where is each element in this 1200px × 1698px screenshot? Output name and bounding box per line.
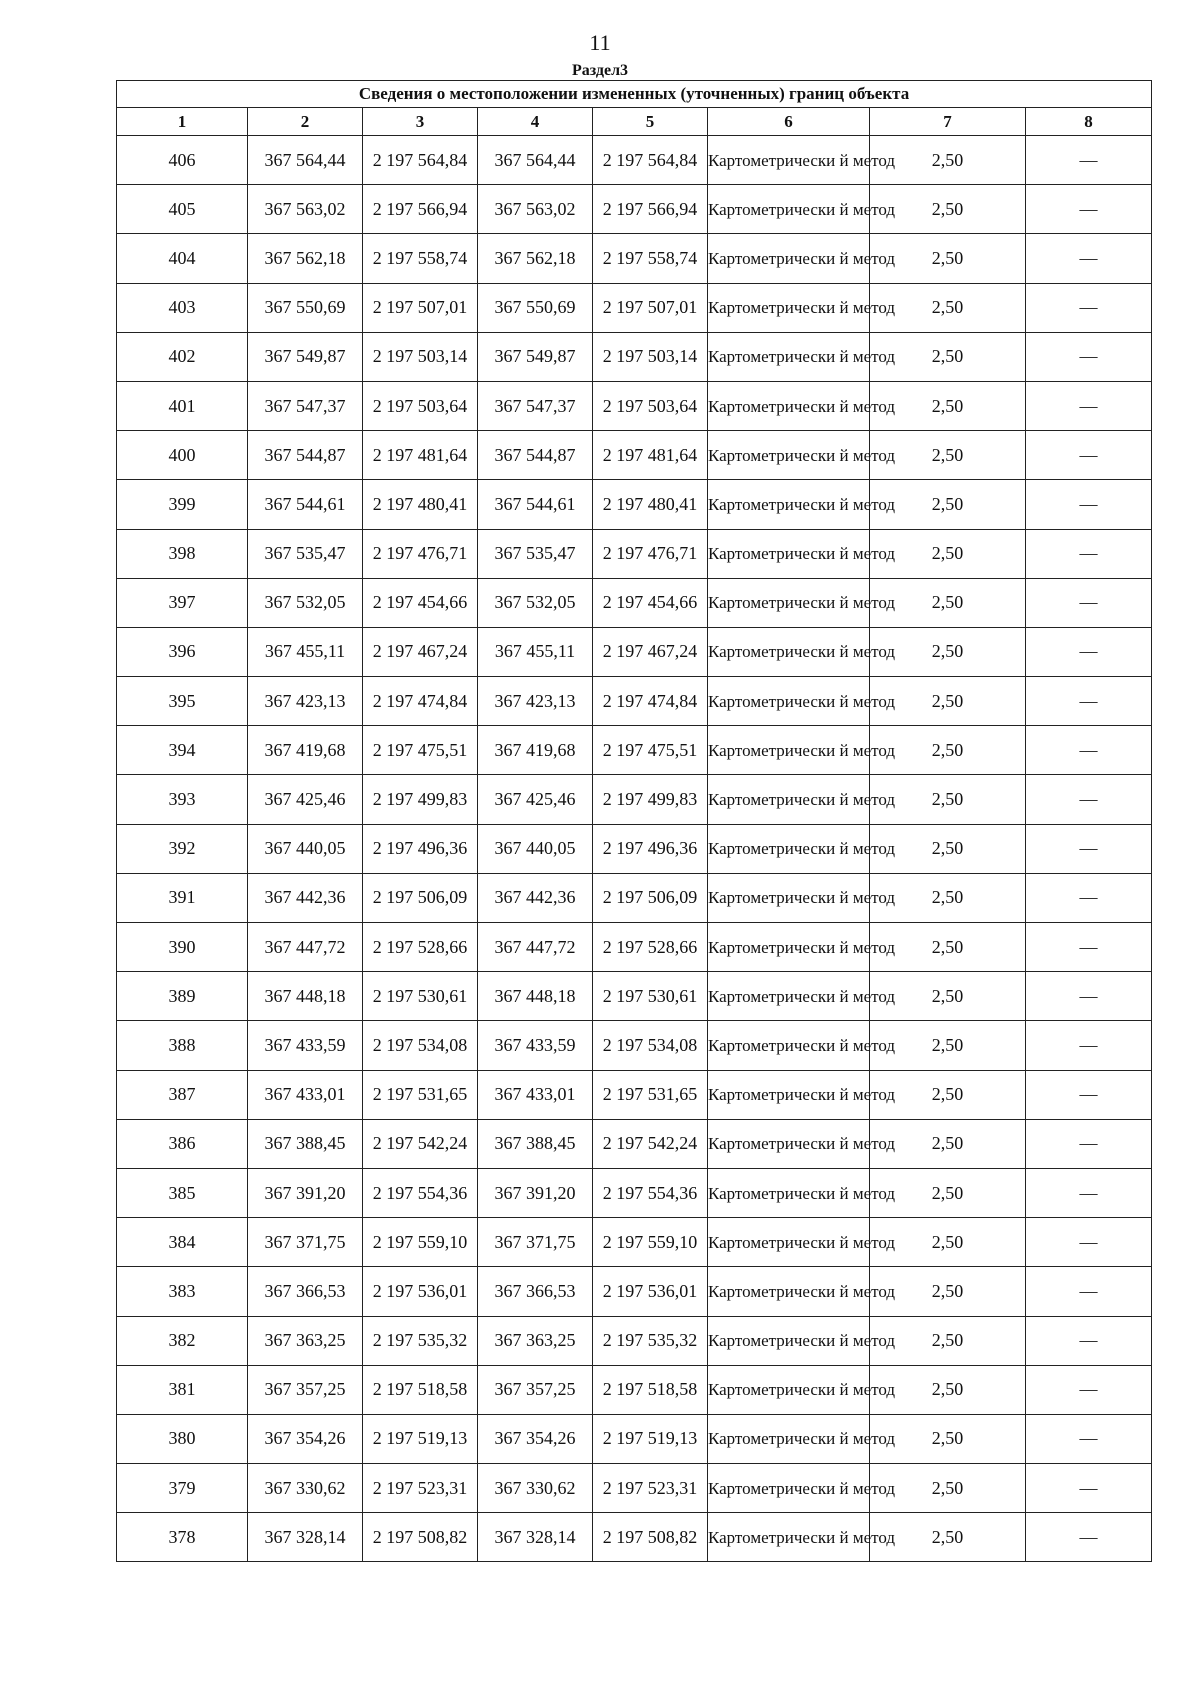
cell-x-coordinate: 367 423,13 — [248, 677, 363, 726]
cell-note: — — [1026, 1119, 1152, 1168]
cell-y-coordinate-new: 2 197 480,41 — [593, 480, 708, 529]
cell-y-coordinate: 2 197 536,01 — [363, 1267, 478, 1316]
table-row — [117, 923, 1152, 972]
cell-note: — — [1026, 1021, 1152, 1070]
cell-accuracy: 2,50 — [870, 1267, 1026, 1316]
cell-y-coordinate: 2 197 558,74 — [363, 234, 478, 283]
section-title: Раздел3 — [571, 62, 629, 79]
cell-note: — — [1026, 972, 1152, 1021]
cell-point-number: 401 — [117, 381, 248, 430]
table-row — [117, 431, 1152, 480]
cell-y-coordinate: 2 197 499,83 — [363, 775, 478, 824]
cell-accuracy: 2,50 — [870, 1021, 1026, 1070]
cell-y-coordinate-new: 2 197 523,31 — [593, 1464, 708, 1513]
cell-x-coordinate: 367 366,53 — [248, 1267, 363, 1316]
column-header-2: 2 — [248, 108, 363, 136]
cell-y-coordinate-new: 2 197 558,74 — [593, 234, 708, 283]
table-caption: Сведения о местоположении измененных (уточненных) границ объекта — [117, 81, 1152, 108]
cell-point-number: 400 — [117, 431, 248, 480]
cell-note: — — [1026, 1267, 1152, 1316]
table-row — [117, 1021, 1152, 1070]
cell-y-coordinate: 2 197 454,66 — [363, 578, 478, 627]
table-body — [117, 136, 1152, 1562]
cell-accuracy: 2,50 — [870, 775, 1026, 824]
cell-x-coordinate: 367 447,72 — [248, 923, 363, 972]
cell-accuracy: 2,50 — [870, 136, 1026, 185]
cell-y-coordinate-new: 2 197 481,64 — [593, 431, 708, 480]
cell-y-coordinate-new: 2 197 564,84 — [593, 136, 708, 185]
cell-point-number: 379 — [117, 1464, 248, 1513]
cell-x-coordinate-new: 367 388,45 — [478, 1119, 593, 1168]
table-row — [117, 1464, 1152, 1513]
cell-y-coordinate: 2 197 474,84 — [363, 677, 478, 726]
cell-x-coordinate-new: 367 440,05 — [478, 824, 593, 873]
cell-x-coordinate: 367 532,05 — [248, 578, 363, 627]
cell-note: — — [1026, 677, 1152, 726]
cell-y-coordinate: 2 197 535,32 — [363, 1316, 478, 1365]
cell-y-coordinate: 2 197 564,84 — [363, 136, 478, 185]
table-row — [117, 185, 1152, 234]
cell-note: — — [1026, 1365, 1152, 1414]
cell-y-coordinate-new: 2 197 519,13 — [593, 1414, 708, 1463]
column-header-3: 3 — [363, 108, 478, 136]
cell-method: Картометрически й метод — [708, 1218, 870, 1267]
cell-point-number: 384 — [117, 1218, 248, 1267]
cell-method: Картометрически й метод — [708, 578, 870, 627]
cell-point-number: 387 — [117, 1070, 248, 1119]
cell-note: — — [1026, 283, 1152, 332]
table-row — [117, 627, 1152, 676]
cell-method: Картометрически й метод — [708, 677, 870, 726]
cell-x-coordinate: 367 549,87 — [248, 332, 363, 381]
column-header-1: 1 — [117, 108, 248, 136]
cell-accuracy: 2,50 — [870, 529, 1026, 578]
cell-x-coordinate: 367 442,36 — [248, 873, 363, 922]
cell-note: — — [1026, 1168, 1152, 1217]
cell-note: — — [1026, 1070, 1152, 1119]
table-row — [117, 1513, 1152, 1562]
cell-note: — — [1026, 873, 1152, 922]
cell-y-coordinate: 2 197 476,71 — [363, 529, 478, 578]
cell-method: Картометрически й метод — [708, 1119, 870, 1168]
column-header-5: 5 — [593, 108, 708, 136]
cell-x-coordinate-new: 367 544,61 — [478, 480, 593, 529]
coordinates-table — [116, 80, 1152, 1562]
cell-point-number: 386 — [117, 1119, 248, 1168]
cell-y-coordinate: 2 197 475,51 — [363, 726, 478, 775]
cell-x-coordinate-new: 367 549,87 — [478, 332, 593, 381]
cell-y-coordinate: 2 197 508,82 — [363, 1513, 478, 1562]
cell-y-coordinate-new: 2 197 535,32 — [593, 1316, 708, 1365]
cell-x-coordinate-new: 367 455,11 — [478, 627, 593, 676]
table-row — [117, 972, 1152, 1021]
cell-method: Картометрически й метод — [708, 1464, 870, 1513]
table-row — [117, 824, 1152, 873]
cell-point-number: 399 — [117, 480, 248, 529]
cell-y-coordinate: 2 197 467,24 — [363, 627, 478, 676]
cell-y-coordinate-new: 2 197 499,83 — [593, 775, 708, 824]
column-header-6: 6 — [708, 108, 870, 136]
cell-x-coordinate-new: 367 425,46 — [478, 775, 593, 824]
cell-x-coordinate-new: 367 550,69 — [478, 283, 593, 332]
cell-method: Картометрически й метод — [708, 1021, 870, 1070]
cell-method: Картометрически й метод — [708, 824, 870, 873]
cell-accuracy: 2,50 — [870, 332, 1026, 381]
cell-y-coordinate: 2 197 480,41 — [363, 480, 478, 529]
table-row — [117, 677, 1152, 726]
cell-x-coordinate: 367 425,46 — [248, 775, 363, 824]
cell-accuracy: 2,50 — [870, 283, 1026, 332]
cell-accuracy: 2,50 — [870, 578, 1026, 627]
cell-accuracy: 2,50 — [870, 381, 1026, 430]
cell-point-number: 395 — [117, 677, 248, 726]
table-row — [117, 775, 1152, 824]
cell-y-coordinate: 2 197 519,13 — [363, 1414, 478, 1463]
cell-method: Картометрически й метод — [708, 136, 870, 185]
cell-y-coordinate: 2 197 503,14 — [363, 332, 478, 381]
cell-point-number: 382 — [117, 1316, 248, 1365]
cell-x-coordinate-new: 367 391,20 — [478, 1168, 593, 1217]
cell-point-number: 405 — [117, 185, 248, 234]
cell-y-coordinate-new: 2 197 542,24 — [593, 1119, 708, 1168]
cell-accuracy: 2,50 — [870, 1070, 1026, 1119]
cell-note: — — [1026, 775, 1152, 824]
column-number-row — [117, 108, 1152, 136]
cell-x-coordinate-new: 367 423,13 — [478, 677, 593, 726]
cell-x-coordinate: 367 388,45 — [248, 1119, 363, 1168]
cell-x-coordinate: 367 328,14 — [248, 1513, 363, 1562]
cell-y-coordinate-new: 2 197 536,01 — [593, 1267, 708, 1316]
cell-x-coordinate: 367 563,02 — [248, 185, 363, 234]
cell-y-coordinate-new: 2 197 531,65 — [593, 1070, 708, 1119]
table-row — [117, 480, 1152, 529]
cell-point-number: 388 — [117, 1021, 248, 1070]
cell-x-coordinate: 367 433,01 — [248, 1070, 363, 1119]
cell-x-coordinate-new: 367 330,62 — [478, 1464, 593, 1513]
cell-accuracy: 2,50 — [870, 824, 1026, 873]
cell-x-coordinate-new: 367 419,68 — [478, 726, 593, 775]
cell-y-coordinate: 2 197 506,09 — [363, 873, 478, 922]
cell-point-number: 396 — [117, 627, 248, 676]
cell-method: Картометрически й метод — [708, 923, 870, 972]
cell-x-coordinate-new: 367 433,01 — [478, 1070, 593, 1119]
cell-x-coordinate-new: 367 433,59 — [478, 1021, 593, 1070]
cell-accuracy: 2,50 — [870, 1119, 1026, 1168]
cell-accuracy: 2,50 — [870, 972, 1026, 1021]
cell-x-coordinate-new: 367 563,02 — [478, 185, 593, 234]
cell-point-number: 406 — [117, 136, 248, 185]
cell-x-coordinate-new: 367 357,25 — [478, 1365, 593, 1414]
table-row — [117, 332, 1152, 381]
cell-method: Картометрически й метод — [708, 1365, 870, 1414]
cell-x-coordinate: 367 433,59 — [248, 1021, 363, 1070]
cell-method: Картометрически й метод — [708, 431, 870, 480]
cell-point-number: 385 — [117, 1168, 248, 1217]
cell-accuracy: 2,50 — [870, 923, 1026, 972]
cell-y-coordinate: 2 197 507,01 — [363, 283, 478, 332]
cell-method: Картометрически й метод — [708, 480, 870, 529]
cell-method: Картометрически й метод — [708, 972, 870, 1021]
table-row — [117, 1070, 1152, 1119]
cell-method: Картометрически й метод — [708, 1168, 870, 1217]
cell-x-coordinate-new: 367 363,25 — [478, 1316, 593, 1365]
cell-method: Картометрически й метод — [708, 283, 870, 332]
cell-x-coordinate: 367 455,11 — [248, 627, 363, 676]
cell-x-coordinate-new: 367 354,26 — [478, 1414, 593, 1463]
cell-y-coordinate: 2 197 481,64 — [363, 431, 478, 480]
cell-x-coordinate-new: 367 544,87 — [478, 431, 593, 480]
cell-note: — — [1026, 1218, 1152, 1267]
cell-point-number: 394 — [117, 726, 248, 775]
cell-accuracy: 2,50 — [870, 1414, 1026, 1463]
cell-y-coordinate: 2 197 496,36 — [363, 824, 478, 873]
cell-x-coordinate-new: 367 562,18 — [478, 234, 593, 283]
cell-y-coordinate-new: 2 197 530,61 — [593, 972, 708, 1021]
table-row — [117, 1119, 1152, 1168]
column-header-7: 7 — [870, 108, 1026, 136]
cell-x-coordinate: 367 391,20 — [248, 1168, 363, 1217]
table-row — [117, 578, 1152, 627]
cell-method: Картометрически й метод — [708, 1316, 870, 1365]
cell-point-number: 380 — [117, 1414, 248, 1463]
cell-method: Картометрически й метод — [708, 234, 870, 283]
cell-x-coordinate: 367 448,18 — [248, 972, 363, 1021]
cell-x-coordinate-new: 367 371,75 — [478, 1218, 593, 1267]
cell-x-coordinate-new: 367 564,44 — [478, 136, 593, 185]
cell-method: Картометрически й метод — [708, 627, 870, 676]
cell-y-coordinate: 2 197 503,64 — [363, 381, 478, 430]
cell-y-coordinate: 2 197 566,94 — [363, 185, 478, 234]
cell-accuracy: 2,50 — [870, 1365, 1026, 1414]
cell-x-coordinate-new: 367 328,14 — [478, 1513, 593, 1562]
cell-accuracy: 2,50 — [870, 1168, 1026, 1217]
cell-x-coordinate: 367 363,25 — [248, 1316, 363, 1365]
cell-method: Картометрически й метод — [708, 529, 870, 578]
cell-y-coordinate-new: 2 197 506,09 — [593, 873, 708, 922]
cell-method: Картометрически й метод — [708, 332, 870, 381]
page-number: 11 — [589, 30, 611, 55]
cell-accuracy: 2,50 — [870, 1513, 1026, 1562]
cell-x-coordinate-new: 367 532,05 — [478, 578, 593, 627]
column-header-4: 4 — [478, 108, 593, 136]
table-row — [117, 529, 1152, 578]
cell-accuracy: 2,50 — [870, 627, 1026, 676]
cell-x-coordinate: 367 564,44 — [248, 136, 363, 185]
cell-accuracy: 2,50 — [870, 1218, 1026, 1267]
cell-x-coordinate: 367 535,47 — [248, 529, 363, 578]
cell-point-number: 392 — [117, 824, 248, 873]
cell-note: — — [1026, 136, 1152, 185]
cell-point-number: 393 — [117, 775, 248, 824]
cell-y-coordinate: 2 197 542,24 — [363, 1119, 478, 1168]
cell-y-coordinate-new: 2 197 503,64 — [593, 381, 708, 430]
cell-y-coordinate: 2 197 518,58 — [363, 1365, 478, 1414]
cell-point-number: 398 — [117, 529, 248, 578]
cell-accuracy: 2,50 — [870, 480, 1026, 529]
cell-method: Картометрически й метод — [708, 1513, 870, 1562]
cell-note: — — [1026, 381, 1152, 430]
cell-accuracy: 2,50 — [870, 185, 1026, 234]
cell-y-coordinate-new: 2 197 507,01 — [593, 283, 708, 332]
cell-accuracy: 2,50 — [870, 873, 1026, 922]
table-row — [117, 1218, 1152, 1267]
cell-y-coordinate-new: 2 197 534,08 — [593, 1021, 708, 1070]
cell-note: — — [1026, 431, 1152, 480]
table-row — [117, 1316, 1152, 1365]
column-header-8: 8 — [1026, 108, 1152, 136]
cell-method: Картометрически й метод — [708, 1267, 870, 1316]
cell-y-coordinate-new: 2 197 474,84 — [593, 677, 708, 726]
table-row — [117, 1414, 1152, 1463]
cell-x-coordinate: 367 550,69 — [248, 283, 363, 332]
cell-x-coordinate: 367 544,61 — [248, 480, 363, 529]
cell-x-coordinate: 367 544,87 — [248, 431, 363, 480]
cell-accuracy: 2,50 — [870, 431, 1026, 480]
cell-y-coordinate-new: 2 197 528,66 — [593, 923, 708, 972]
cell-note: — — [1026, 1464, 1152, 1513]
cell-point-number: 383 — [117, 1267, 248, 1316]
cell-point-number: 397 — [117, 578, 248, 627]
cell-y-coordinate-new: 2 197 554,36 — [593, 1168, 708, 1217]
cell-point-number: 403 — [117, 283, 248, 332]
cell-note: — — [1026, 332, 1152, 381]
cell-x-coordinate: 367 371,75 — [248, 1218, 363, 1267]
cell-method: Картометрически й метод — [708, 1414, 870, 1463]
cell-point-number: 381 — [117, 1365, 248, 1414]
cell-method: Картометрически й метод — [708, 873, 870, 922]
cell-y-coordinate-new: 2 197 559,10 — [593, 1218, 708, 1267]
cell-method: Картометрически й метод — [708, 185, 870, 234]
cell-accuracy: 2,50 — [870, 234, 1026, 283]
table-row — [117, 234, 1152, 283]
cell-y-coordinate-new: 2 197 467,24 — [593, 627, 708, 676]
cell-y-coordinate-new: 2 197 496,36 — [593, 824, 708, 873]
cell-x-coordinate: 367 330,62 — [248, 1464, 363, 1513]
cell-point-number: 390 — [117, 923, 248, 972]
table-row — [117, 136, 1152, 185]
cell-x-coordinate-new: 367 535,47 — [478, 529, 593, 578]
cell-y-coordinate: 2 197 523,31 — [363, 1464, 478, 1513]
cell-x-coordinate: 367 354,26 — [248, 1414, 363, 1463]
table-row — [117, 873, 1152, 922]
cell-x-coordinate-new: 367 448,18 — [478, 972, 593, 1021]
cell-y-coordinate-new: 2 197 503,14 — [593, 332, 708, 381]
table-caption-row — [117, 81, 1152, 108]
table-row — [117, 726, 1152, 775]
cell-y-coordinate: 2 197 530,61 — [363, 972, 478, 1021]
cell-note: — — [1026, 1414, 1152, 1463]
cell-point-number: 391 — [117, 873, 248, 922]
cell-x-coordinate: 367 440,05 — [248, 824, 363, 873]
cell-method: Картометрически й метод — [708, 1070, 870, 1119]
table-row — [117, 1267, 1152, 1316]
table-row — [117, 381, 1152, 430]
cell-note: — — [1026, 1316, 1152, 1365]
cell-note: — — [1026, 234, 1152, 283]
cell-x-coordinate: 367 547,37 — [248, 381, 363, 430]
cell-accuracy: 2,50 — [870, 1316, 1026, 1365]
cell-method: Картометрически й метод — [708, 381, 870, 430]
cell-x-coordinate-new: 367 366,53 — [478, 1267, 593, 1316]
cell-y-coordinate-new: 2 197 566,94 — [593, 185, 708, 234]
cell-point-number: 404 — [117, 234, 248, 283]
cell-y-coordinate: 2 197 534,08 — [363, 1021, 478, 1070]
cell-y-coordinate: 2 197 559,10 — [363, 1218, 478, 1267]
cell-y-coordinate: 2 197 554,36 — [363, 1168, 478, 1217]
cell-x-coordinate: 367 357,25 — [248, 1365, 363, 1414]
cell-note: — — [1026, 824, 1152, 873]
cell-note: — — [1026, 480, 1152, 529]
cell-accuracy: 2,50 — [870, 726, 1026, 775]
cell-y-coordinate-new: 2 197 475,51 — [593, 726, 708, 775]
cell-point-number: 402 — [117, 332, 248, 381]
cell-note: — — [1026, 578, 1152, 627]
cell-method: Картометрически й метод — [708, 775, 870, 824]
cell-note: — — [1026, 185, 1152, 234]
cell-note: — — [1026, 529, 1152, 578]
table-row — [117, 1365, 1152, 1414]
cell-y-coordinate-new: 2 197 518,58 — [593, 1365, 708, 1414]
cell-y-coordinate-new: 2 197 508,82 — [593, 1513, 708, 1562]
cell-accuracy: 2,50 — [870, 1464, 1026, 1513]
table-row — [117, 1168, 1152, 1217]
cell-point-number: 389 — [117, 972, 248, 1021]
cell-x-coordinate-new: 367 442,36 — [478, 873, 593, 922]
cell-accuracy: 2,50 — [870, 677, 1026, 726]
table-row — [117, 283, 1152, 332]
cell-y-coordinate: 2 197 531,65 — [363, 1070, 478, 1119]
cell-note: — — [1026, 923, 1152, 972]
cell-method: Картометрически й метод — [708, 726, 870, 775]
cell-point-number: 378 — [117, 1513, 248, 1562]
cell-note: — — [1026, 726, 1152, 775]
cell-note: — — [1026, 627, 1152, 676]
cell-note: — — [1026, 1513, 1152, 1562]
cell-x-coordinate-new: 367 547,37 — [478, 381, 593, 430]
cell-x-coordinate: 367 562,18 — [248, 234, 363, 283]
cell-y-coordinate: 2 197 528,66 — [363, 923, 478, 972]
cell-x-coordinate-new: 367 447,72 — [478, 923, 593, 972]
cell-x-coordinate: 367 419,68 — [248, 726, 363, 775]
cell-y-coordinate-new: 2 197 454,66 — [593, 578, 708, 627]
cell-y-coordinate-new: 2 197 476,71 — [593, 529, 708, 578]
